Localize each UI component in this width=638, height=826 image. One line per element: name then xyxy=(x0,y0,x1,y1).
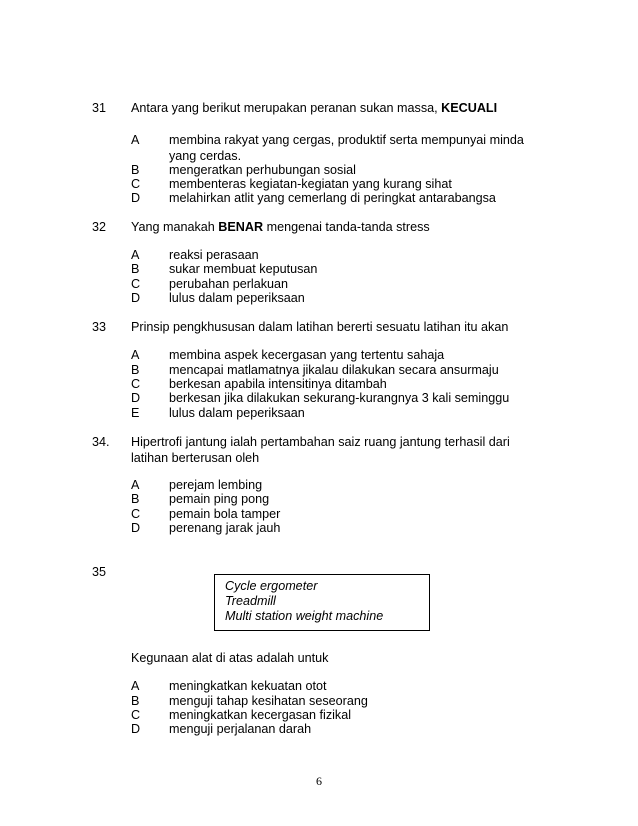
option-text: mencapai matlamatnya jikalau dilakukan secara ansurmaju xyxy=(169,363,499,377)
equipment-item: Cycle ergometer xyxy=(225,579,318,593)
option-letter: D xyxy=(131,521,141,535)
option-letter: E xyxy=(131,406,140,420)
option-text: melahirkan atlit yang cemerlang di peringkat antarabangsa xyxy=(169,191,496,205)
question-number: 32 xyxy=(92,220,107,234)
option-letter: C xyxy=(131,507,141,521)
question-number: 35 xyxy=(92,565,107,579)
option-text: membina rakyat yang cergas, produktif serta mempunyai minda yang cerdas. xyxy=(169,133,524,163)
option-letter: D xyxy=(131,191,141,205)
option-text: menguji perjalanan darah xyxy=(169,722,312,736)
option-letter: B xyxy=(131,363,140,377)
option-letter: C xyxy=(131,177,141,191)
stem-text: Antara yang berikut merupakan peranan sukan massa, xyxy=(131,101,442,115)
option-text: meningkatkan kekuatan otot xyxy=(169,679,327,693)
option-letter: A xyxy=(131,679,140,693)
option-text: sukar membuat keputusan xyxy=(169,262,318,276)
equipment-item: Treadmill xyxy=(225,594,276,608)
option-text: reaksi perasaan xyxy=(169,248,259,262)
question-number: 34. xyxy=(92,435,110,449)
option-letter: C xyxy=(131,277,141,291)
option-text: perejam lembing xyxy=(169,478,263,492)
option-letter: C xyxy=(131,708,141,722)
option-text: pemain bola tamper xyxy=(169,507,281,521)
option-text: lulus dalam peperiksaan xyxy=(169,406,305,420)
equipment-item: Multi station weight machine xyxy=(225,609,384,623)
option-text: perenang jarak jauh xyxy=(169,521,281,535)
stem-emphasis: KECUALI xyxy=(441,101,498,115)
option-letter: A xyxy=(131,133,140,147)
option-letter: B xyxy=(131,163,140,177)
option-letter: D xyxy=(131,291,141,305)
option-text: berkesan apabila intensitinya ditambah xyxy=(169,377,387,391)
page-number: 6 xyxy=(316,774,322,788)
equipment-box xyxy=(214,574,430,631)
question-stem: Kegunaan alat di atas adalah untuk xyxy=(131,651,329,665)
question-stem xyxy=(131,220,531,236)
option-text: perubahan perlakuan xyxy=(169,277,289,291)
option-letter: A xyxy=(131,478,140,492)
option-text: meningkatkan kecergasan fizikal xyxy=(169,708,352,722)
option-text: membina aspek kecergasan yang tertentu sahaja xyxy=(169,348,445,362)
question-stem: Prinsip pengkhususan dalam latihan bererti sesuatu latihan itu akan xyxy=(131,320,509,334)
option-letter: A xyxy=(131,348,140,362)
stem-text: Yang manakah xyxy=(131,220,219,234)
option-text: membenteras kegiatan-kegiatan yang kurang sihat xyxy=(169,177,452,191)
stem-emphasis: BENAR xyxy=(218,220,264,234)
option-letter: D xyxy=(131,722,141,736)
question-number: 33 xyxy=(92,320,107,334)
option-text: menguji tahap kesihatan seseorang xyxy=(169,694,368,708)
option-letter: D xyxy=(131,391,141,405)
option-text: lulus dalam peperiksaan xyxy=(169,291,305,305)
option-letter: B xyxy=(131,262,140,276)
option-letter: B xyxy=(131,492,140,506)
option-text: pemain ping pong xyxy=(169,492,270,506)
stem-text-end: mengenai tanda-tanda stress xyxy=(263,220,430,234)
option-letter: B xyxy=(131,694,140,708)
option-letter: A xyxy=(131,248,140,262)
question-stem: Hipertrofi jantung ialah pertambahan saiz ruang jantung terhasil dari latihan berterusan oleh xyxy=(131,435,510,465)
option-text: berkesan jika dilakukan sekurang-kurangnya 3 kali seminggu xyxy=(169,391,510,405)
option-text: mengeratkan perhubungan sosial xyxy=(169,163,356,177)
question-number: 31 xyxy=(92,101,107,115)
option-letter: C xyxy=(131,377,141,391)
question-stem xyxy=(131,101,531,117)
